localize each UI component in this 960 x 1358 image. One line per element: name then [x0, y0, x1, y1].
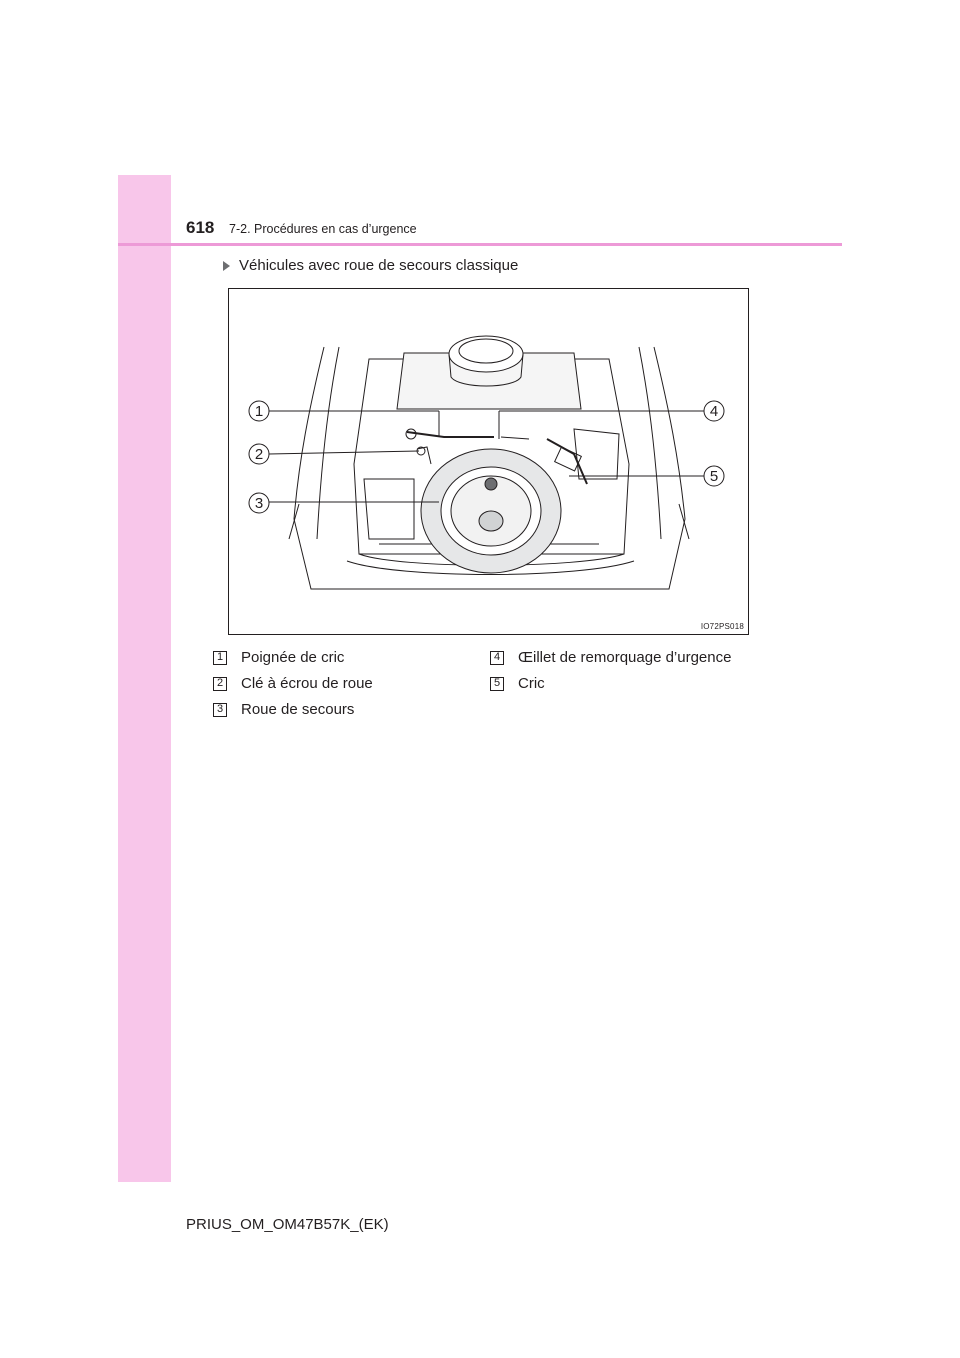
- legend-item-jack-handle: [213, 649, 344, 666]
- legend-item-spare-tire: [213, 701, 354, 718]
- section-title: 7-2. Procédures en cas d’urgence: [229, 222, 417, 236]
- side-tab: [118, 175, 171, 1182]
- legend-item-wheel-wrench: [213, 675, 373, 692]
- page-number: 618: [186, 218, 215, 237]
- legend-label: Clé à écrou de roue: [241, 675, 373, 692]
- legend-item-towing-eyelet: [490, 649, 731, 666]
- legend-number: 5: [490, 677, 504, 691]
- legend-number: 1: [213, 651, 227, 665]
- callout-4: 4: [709, 403, 719, 420]
- header-rule: [118, 243, 842, 246]
- legend-number: 2: [213, 677, 227, 691]
- heading-text: Véhicules avec roue de secours classique: [239, 257, 519, 274]
- footer-code: PRIUS_OM_OM47B57K_(EK): [186, 1216, 389, 1233]
- figure-code: IO72PS018: [700, 622, 744, 631]
- callout-2: 2: [254, 446, 264, 463]
- legend-label: Œillet de remorquage d’urgence: [518, 649, 732, 666]
- section-heading: [223, 257, 518, 274]
- callout-5: 5: [709, 468, 719, 485]
- triangle-bullet-icon: [223, 261, 230, 271]
- trunk-illustration: [228, 288, 749, 635]
- legend-label: Cric: [518, 675, 545, 692]
- trunk-drawing: [229, 289, 750, 636]
- callout-1: 1: [254, 403, 264, 420]
- legend-number: 3: [213, 703, 227, 717]
- legend-label: Poignée de cric: [241, 649, 345, 666]
- legend-number: 4: [490, 651, 504, 665]
- callout-3: 3: [254, 495, 264, 512]
- legend-label: Roue de secours: [241, 701, 355, 718]
- legend-item-jack: [490, 675, 545, 692]
